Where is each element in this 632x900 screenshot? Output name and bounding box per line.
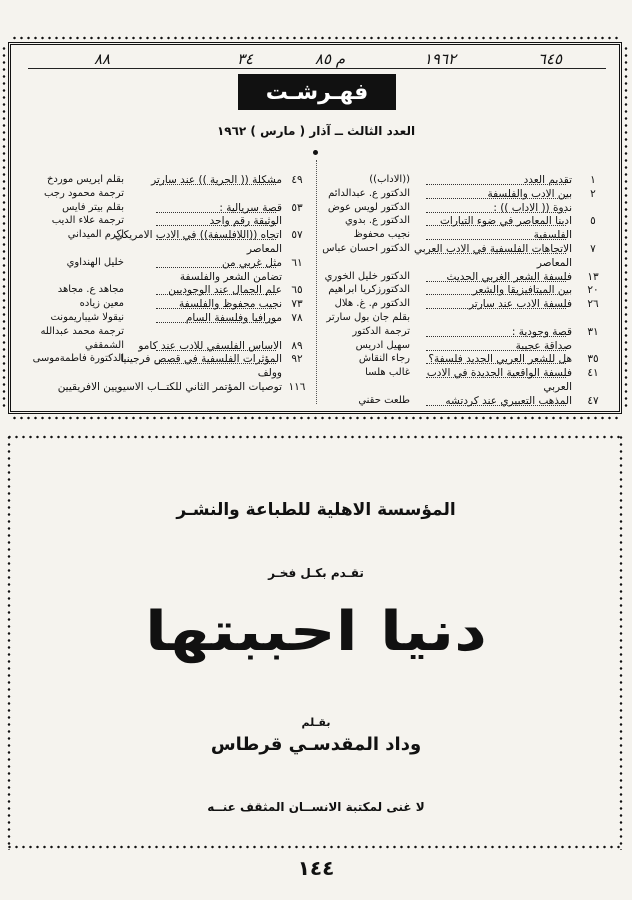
tagline: لا غنى لمكتبة الانســان المثقف عنــه [207, 800, 425, 814]
presents-line: تقـدم بكـل فخـر [268, 566, 364, 580]
handwritten-note-4: ١٩٦٢ [423, 50, 457, 68]
toc-author: خليل الهنداوي [66, 256, 124, 268]
toc-title: ادبنا المعاصر في ضوء التيارات [440, 215, 572, 228]
dotted-border-right [623, 45, 629, 411]
toc-author: سهيل ادريس [355, 339, 410, 351]
toc-title: توصيات المؤتمر الثاني للكتــاب الاسيويين الافريقيين [57, 381, 282, 393]
toc-author: الدكتور احسان عباس [322, 243, 410, 254]
toc-title: تضامن الشعر والفلسفة [179, 270, 282, 283]
dotted-border-top [11, 35, 619, 41]
toc-title: المذهب التعبيري عند كردتشه [445, 394, 572, 407]
toc-title: صداقة عجيبة [515, 339, 572, 352]
issue-line: العدد الثالث ــ آذار ( مارس ) ١٩٦٢ [216, 124, 416, 138]
book-title: دنيا احببتها [144, 600, 488, 664]
toc-leader-dots [426, 363, 566, 364]
toc-author: الدكتور خليل الخوري [324, 270, 410, 282]
toc-page-number: ٧٨ [291, 312, 303, 324]
toc-leader-dots [426, 336, 566, 337]
toc-page-number: ٧٣ [291, 298, 303, 311]
toc-title: قصة وجودية : [511, 325, 572, 338]
toc-leader-dots [426, 184, 566, 185]
toc-author: بقلم بيتر فايس [62, 201, 124, 213]
toc-leader-dots [156, 363, 276, 364]
toc-author: اكرم الميداني [67, 229, 124, 241]
toc-page-number: ٢ [590, 187, 596, 200]
toc-author: بقلم جان بول سارتر [326, 312, 410, 323]
toc-page-number: ٦٥ [291, 284, 303, 297]
center-dot [313, 150, 318, 155]
toc-author: الدكتور ع. بدوي [344, 215, 410, 227]
toc-title: نجيب محفوظ والفلسفة [179, 298, 282, 311]
toc-author: الدكتور م. غ. هلال [334, 298, 410, 310]
handwritten-note-3: م ٨٥ [314, 50, 346, 68]
toc-page-number: ٤١ [587, 367, 599, 380]
toc-author: ((الاداب)) [369, 174, 410, 185]
toc-author: مجاهد ع. مجاهد [57, 284, 124, 296]
toc-author: ترجمة محمد عبدالله [40, 325, 124, 337]
toc-author: الدكتورزكريا ابراهيم [328, 284, 410, 296]
toc-title: تقديم العدد [523, 174, 572, 186]
toc-title: هل للشعر العربي الجديد فلسفة؟ [428, 353, 572, 366]
toc-page-number: ٥٣ [291, 201, 303, 214]
page-number: ١٤٤ [297, 856, 335, 880]
toc-title: الفلسفية [533, 229, 572, 242]
toc-title: فلسفة الادب عند سارتر [468, 298, 572, 311]
toc-title: فلسفة الواقعية الجديدة في الادب [426, 367, 572, 380]
toc-author: الشمقفي [85, 339, 124, 351]
ad-dotted-bottom [6, 844, 624, 850]
toc-title: وولف [257, 367, 282, 380]
toc-author: الدكتور لويس عوض [327, 201, 410, 213]
toc-title: العربي [543, 381, 572, 393]
toc-author: ترجمة محمود رجب [43, 187, 124, 199]
toc-page-number: ٩٢ [291, 353, 303, 366]
ad-dotted-top [6, 434, 624, 440]
toc-author: نجيب محفوظ [353, 229, 410, 241]
toc-leader-dots [156, 267, 276, 268]
toc-leader-dots [156, 350, 276, 351]
toc-title: علم الجمال عند الوجوديين [168, 284, 282, 297]
toc-leader-dots [426, 212, 566, 213]
toc-leader-dots [426, 198, 566, 199]
toc-page-number: ١١٦ [288, 381, 306, 393]
toc-title: بين الميتافيزيقا والشعر [472, 284, 572, 297]
toc-leader-dots [156, 225, 276, 226]
toc-page-number: ٢٦ [587, 298, 599, 311]
toc-title: المؤثرات الفلسفية في قصص فرجينيا [120, 353, 282, 366]
toc-title: مشكلة (( الحرية )) عند سارتر [151, 174, 282, 186]
toc-title: مورافيا وفلسفة السام [185, 312, 282, 324]
toc-title: بين الادب والفلسفة [487, 187, 572, 200]
toc-author: رجاء النقاش [358, 353, 410, 365]
toc-leader-dots [156, 239, 276, 240]
toc-leader-dots [156, 184, 276, 185]
toc-page-number: ٣٥ [587, 353, 599, 366]
toc-leader-dots [426, 308, 566, 309]
toc-title: الوثيقة رقم واحد [209, 215, 282, 228]
toc-page-number: ٥٧ [291, 229, 303, 242]
toc-leader-dots [156, 322, 276, 323]
toc-author: ترجمة علاء الديب [51, 215, 124, 227]
toc-leader-dots [426, 253, 566, 254]
handwritten-note-2: ٣٤ [236, 50, 254, 68]
toc-leader-dots [156, 308, 276, 309]
toc-title: ندوة (( الاداب )) : [493, 201, 572, 214]
author-name: وداد المقدسـي قرطاس [210, 734, 422, 755]
toc-leader-dots [426, 239, 566, 240]
toc-leader-dots [156, 212, 276, 213]
toc-title: فلسفة الشعر الغربي الحديث [446, 270, 572, 283]
by-line: بقـلم [301, 716, 331, 729]
handwritten-note-1: ٨٨ [93, 50, 111, 68]
toc-title: اتجاه ((اللافلسفة)) في الادب الامريكي [114, 229, 282, 242]
toc-page-number: ٧ [590, 243, 596, 255]
toc-author: الدكتورة فاطمةموسى [32, 353, 124, 365]
toc-title: المعاصر [536, 256, 572, 269]
toc-page-number: ٥ [590, 215, 596, 228]
toc-author: غالب هلسا [365, 367, 410, 379]
toc-author: ترجمة الدكتور [352, 325, 410, 337]
toc-author: بقلم ايريس موردخ [46, 174, 124, 185]
toc-author: معين زياده [79, 298, 124, 310]
toc-leader-dots [426, 405, 566, 406]
contents-title: فهـرشـت [238, 74, 396, 110]
toc-leader-dots [156, 294, 276, 295]
toc-page-number: ٦١ [291, 256, 303, 269]
toc-page-number: ٢٠ [587, 284, 599, 297]
toc-leader-dots [426, 294, 566, 295]
toc-title: الاساس الفلسفي للادب عند كامو [138, 339, 282, 352]
dotted-border-left [1, 45, 7, 411]
toc-page-number: ١ [590, 174, 596, 186]
toc-leader-dots [426, 350, 566, 351]
toc-page-number: ٨٩ [291, 339, 303, 352]
toc-page-number: ٤٧ [587, 394, 599, 407]
toc-title: المعاصر [246, 243, 282, 255]
handwritten-note-5: ٦٤٥ [537, 50, 563, 68]
toc-leader-dots [426, 377, 566, 378]
toc-title: مثل غربي من [222, 256, 282, 269]
toc-author: نيقولا شيباريمونت [50, 312, 124, 323]
toc-leader-dots [426, 225, 566, 226]
toc-title: الاتجاهات الفلسفية في الادب العربي [413, 243, 572, 255]
toc-page-number: ٣١ [587, 325, 599, 338]
dotted-border-bottom [11, 415, 619, 421]
toc-page-number: ٤٩ [291, 174, 303, 186]
toc-leader-dots [426, 281, 566, 282]
publisher-name: المؤسسة الاهلية للطباعة والنشـر [176, 500, 456, 520]
toc-author: الدكتور ع. عبدالدائم [328, 187, 410, 199]
toc-title: قصة سريالية : [219, 201, 282, 214]
toc-page-number: ١٣ [587, 270, 599, 283]
column-divider [316, 160, 317, 404]
toc-author: طلعت حقني [358, 394, 410, 406]
